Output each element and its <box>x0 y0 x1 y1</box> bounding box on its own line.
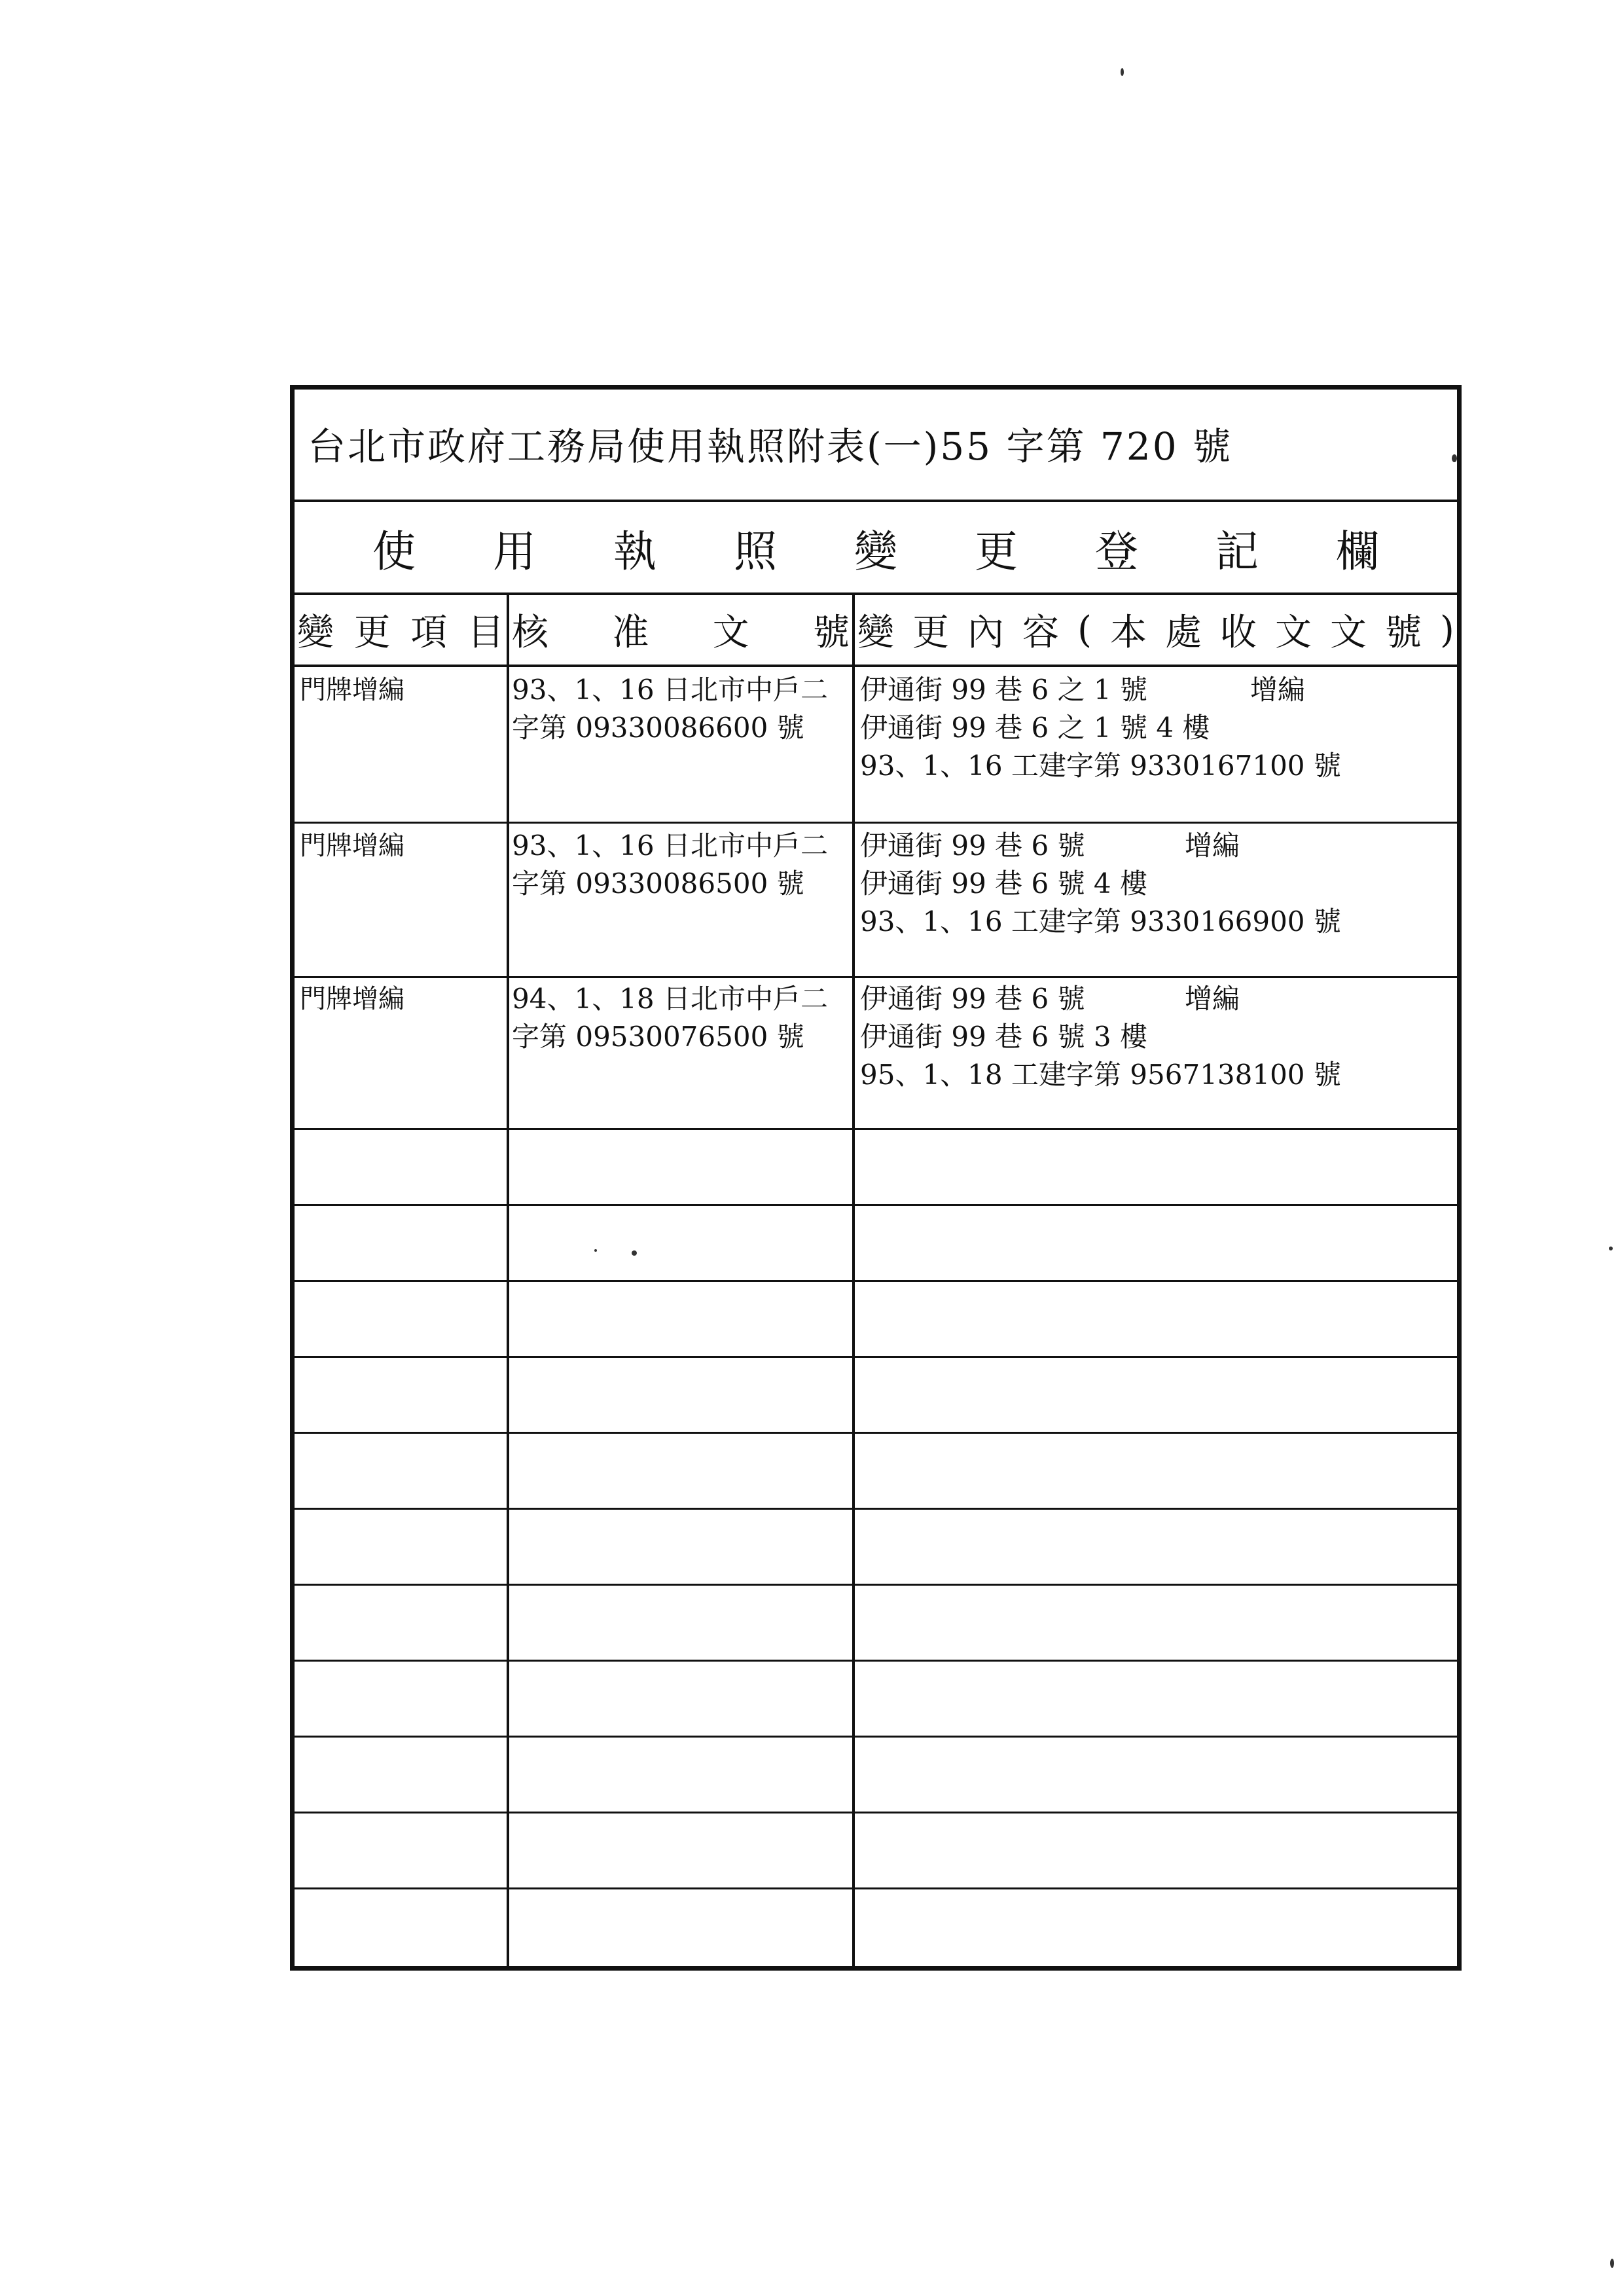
entry-content-line: 95、1、18 工建字第 9567138100 號 <box>860 1059 1341 1091</box>
scan-speck <box>1609 1247 1613 1250</box>
entry-content-line: 伊通街 99 巷 6 號 <box>860 983 1085 1015</box>
heading-char: 更 <box>975 526 1018 577</box>
heading-char: 欄 <box>1336 526 1379 577</box>
heading-char: 執 <box>613 526 656 577</box>
entry-content-line: 伊通街 99 巷 6 號 4 樓 <box>860 867 1147 900</box>
heading-char: 照 <box>734 526 777 577</box>
entry-item: 門牌增編 <box>300 984 404 1014</box>
entry-approval-line: 字第 09330086500 號 <box>512 867 804 900</box>
entry-content-tag: 增編 <box>1250 674 1306 706</box>
column-header-content: 變 更 內 容 ( 本 處 收 文 文 號 ) <box>857 608 1454 654</box>
entry-content-line: 伊通街 99 巷 6 號 3 樓 <box>860 1021 1147 1053</box>
row-divider <box>295 1584 1457 1586</box>
entry-content-line: 伊通街 99 巷 6 之 1 號 4 樓 <box>860 712 1210 744</box>
row-divider <box>295 1204 1457 1206</box>
entry-approval-line: 94、1、18 日北市中戶二 <box>512 983 828 1015</box>
entry-content-line: 93、1、16 工建字第 9330167100 號 <box>860 750 1341 782</box>
row-divider <box>295 1128 1457 1130</box>
entry-content-line: 伊通街 99 巷 6 號 <box>860 829 1085 862</box>
scan-speck <box>1452 454 1457 462</box>
title-row <box>295 390 1457 502</box>
row-divider <box>295 1280 1457 1282</box>
heading-char: 登 <box>1095 526 1138 577</box>
scan-speck <box>632 1250 637 1256</box>
column-header-row <box>295 595 1457 667</box>
row-divider <box>295 1887 1457 1889</box>
form-title: 台北市政府工務局使用執照附表(一)55 字第 720 號 <box>308 424 1233 469</box>
entry-approval-line: 字第 09330086600 號 <box>512 712 804 744</box>
scan-speck <box>594 1249 597 1252</box>
row-divider <box>295 1508 1457 1510</box>
entry-content-line: 伊通街 99 巷 6 之 1 號 <box>860 674 1147 706</box>
entry-item: 門牌增編 <box>300 675 404 705</box>
entry-approval-line: 93、1、16 日北市中戶二 <box>512 829 828 862</box>
column-header-item: 變 更 項 目 <box>297 611 504 654</box>
entry-item: 門牌增編 <box>300 831 404 861</box>
heading-char: 變 <box>854 526 897 577</box>
heading-char: 使 <box>372 526 416 577</box>
row-divider <box>295 1736 1457 1738</box>
scan-speck <box>1610 2259 1614 2268</box>
usage-license-form <box>290 385 1462 1971</box>
register-heading <box>295 502 1457 595</box>
row-divider <box>295 976 1457 978</box>
row-divider <box>295 1432 1457 1434</box>
heading-char: 用 <box>493 526 536 577</box>
row-divider <box>295 1660 1457 1662</box>
row-divider <box>295 1356 1457 1358</box>
entry-approval-line: 93、1、16 日北市中戶二 <box>512 674 828 706</box>
entry-content-tag: 增編 <box>1185 983 1240 1015</box>
row-divider <box>295 822 1457 824</box>
heading-char: 記 <box>1215 526 1259 577</box>
row-divider <box>295 1812 1457 1813</box>
column-header-approval: 核 准 文 號 <box>512 611 850 654</box>
scan-speck <box>1121 68 1124 76</box>
entry-content-line: 93、1、16 工建字第 9330166900 號 <box>860 905 1341 938</box>
entry-content-tag: 增編 <box>1185 829 1240 862</box>
entry-approval-line: 字第 09530076500 號 <box>512 1021 804 1053</box>
